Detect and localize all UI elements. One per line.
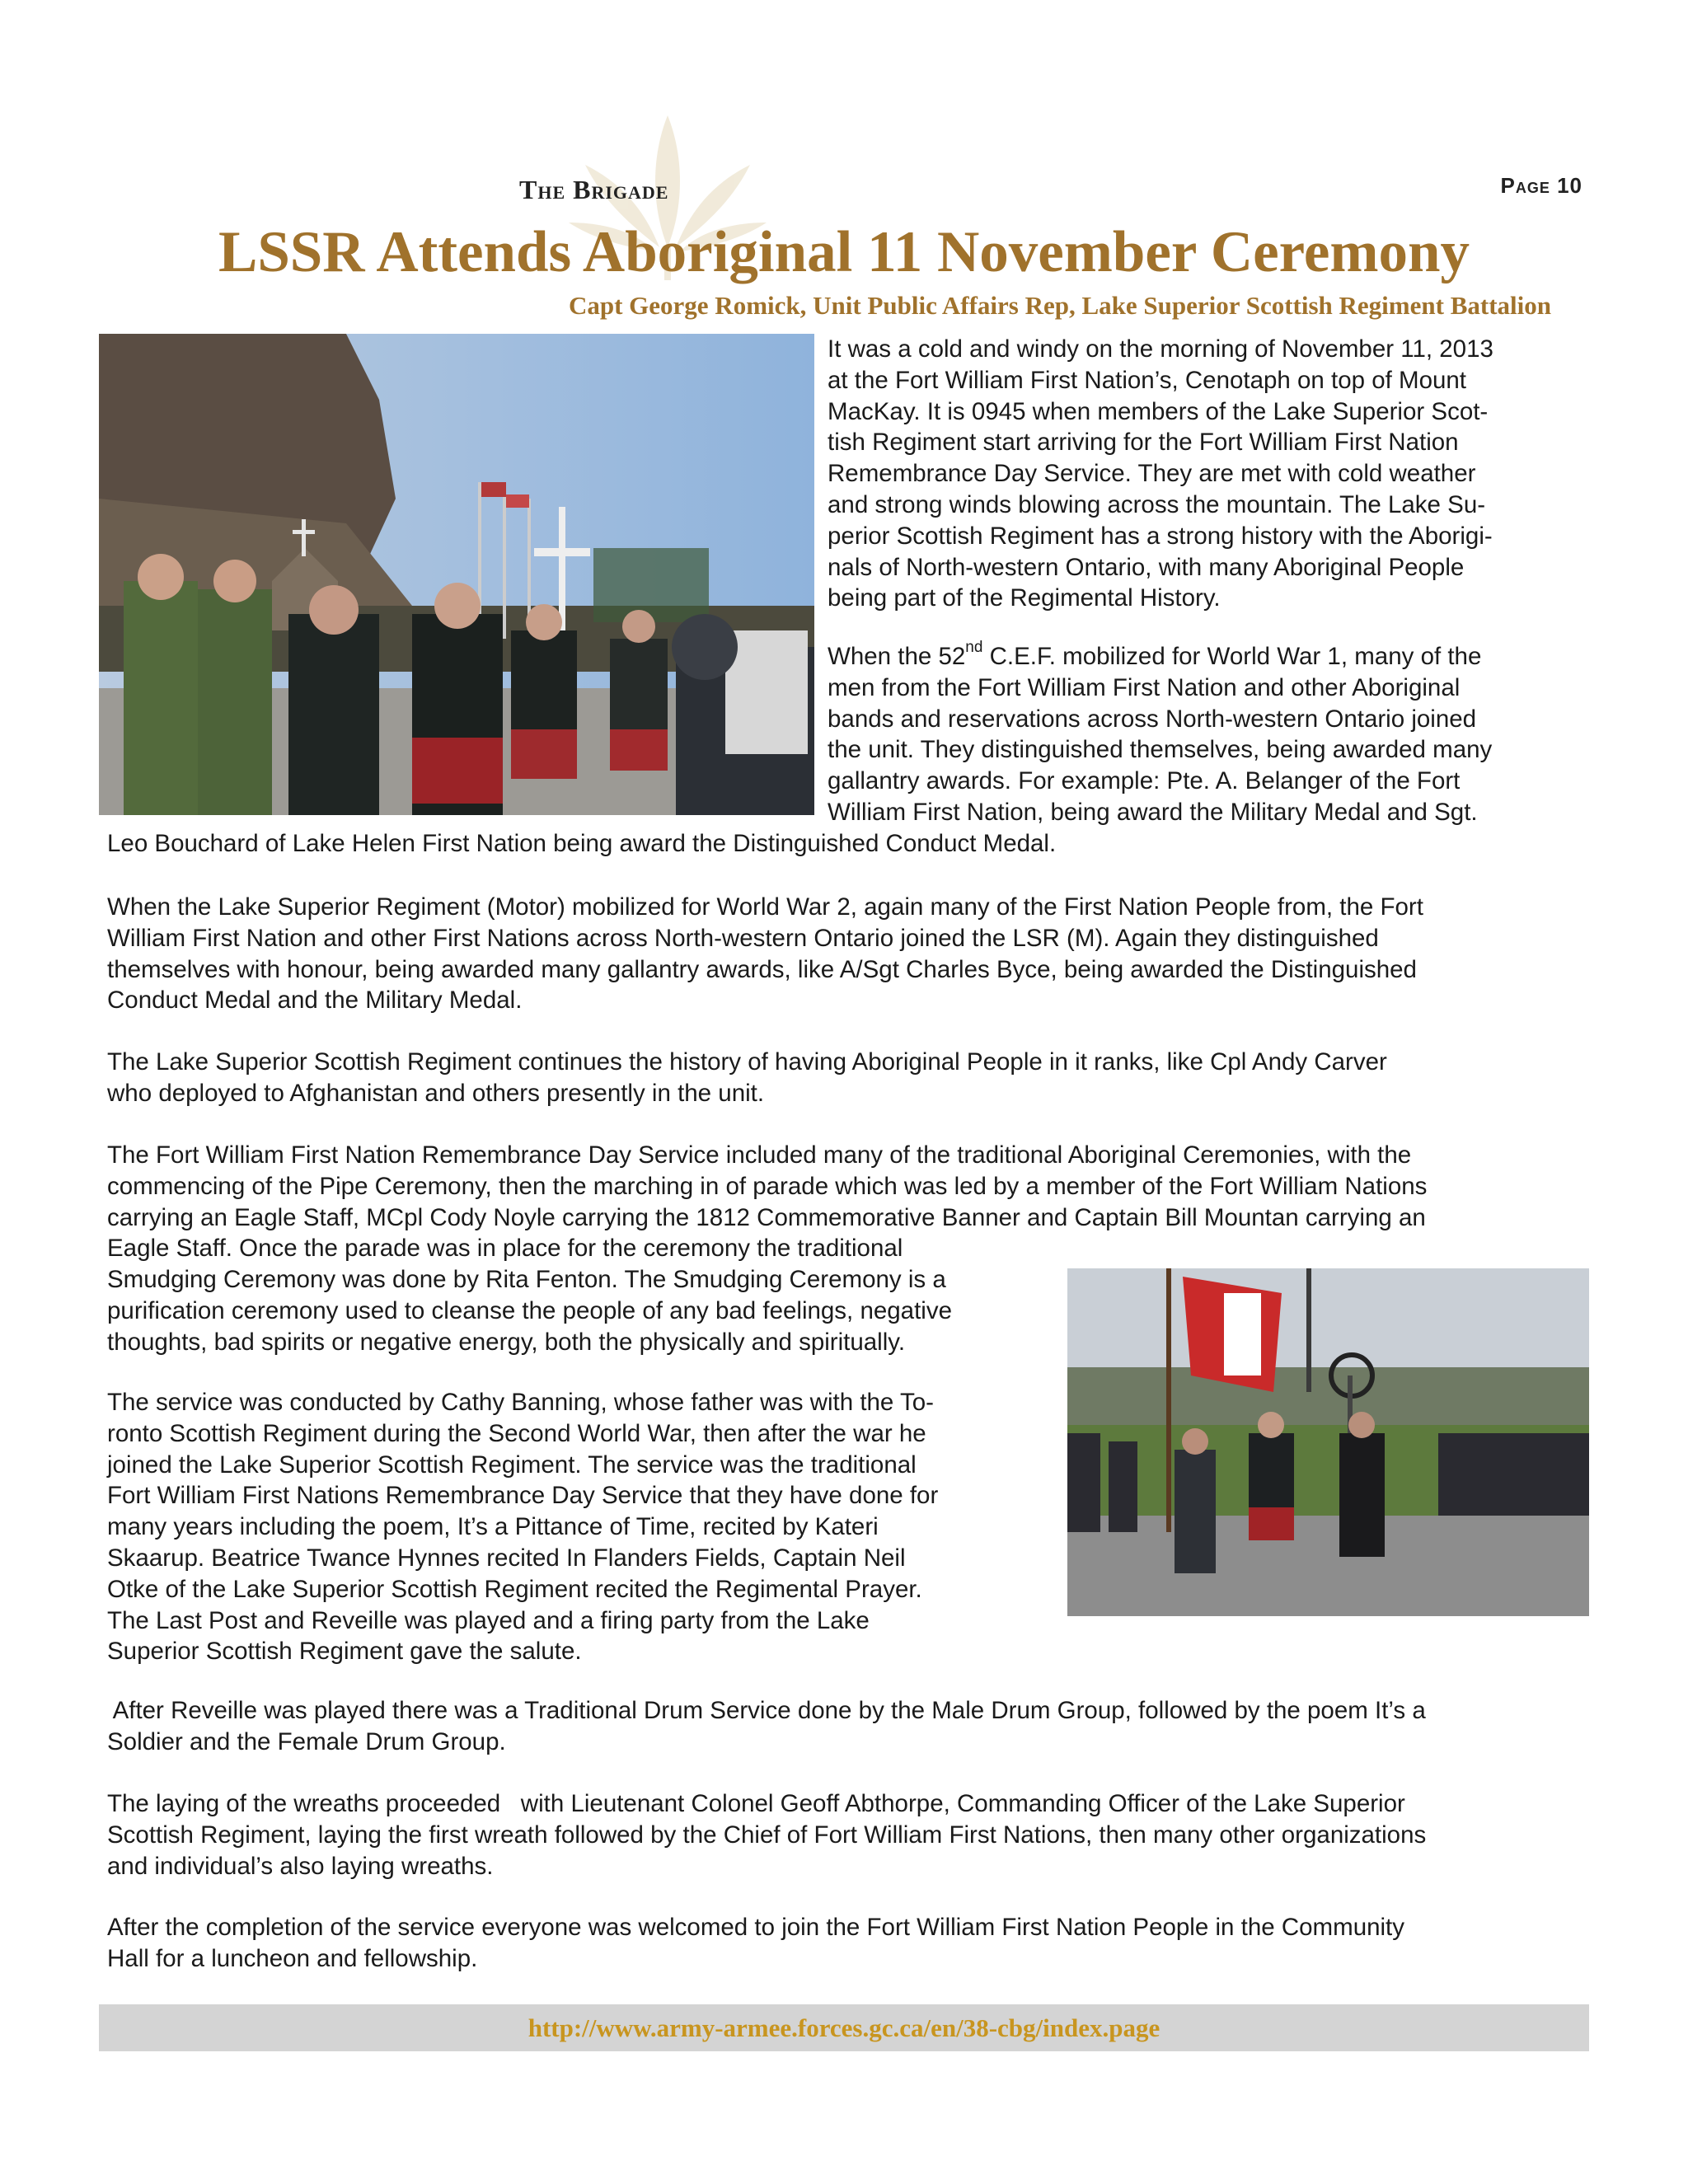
text-line: at the Fort William First Nation’s, Cenotaph on top of Mount	[828, 366, 1466, 394]
paragraph-2-end	[107, 828, 1056, 860]
text-line: thoughts, bad spirits or negative energy, both the physically and spiritually.	[107, 1328, 906, 1356]
paragraph-4	[107, 1047, 1387, 1109]
page-number: Page 10	[1500, 173, 1582, 198]
text-line: William First Nation and other First Nations across North-western Ontario joined the LSR (M). Again they distinguished	[107, 924, 1379, 952]
footer-url-link[interactable]: http://www.army-armee.forces.gc.ca/en/38-cbg/index.page	[528, 2013, 1160, 2042]
paragraph-3	[107, 892, 1423, 1016]
text-line: After Reveille was played there was a Traditional Drum Service done by the Male Drum Group, followed by the poem It’s a	[107, 1697, 1426, 1724]
paragraph-9	[107, 1912, 1404, 1975]
text-line: and individual’s also laying wreaths.	[107, 1852, 494, 1880]
paragraph-2	[828, 641, 1492, 828]
text-line: gallantry awards. For example: Pte. A. Belanger of the Fort	[828, 767, 1461, 795]
text-line: Hall for a luncheon and fellowship.	[107, 1944, 478, 1972]
text-fragment: When the 52	[828, 643, 966, 670]
text-line: The laying of the wreaths proceeded with Lieutenant Colonel Geoff Abthorpe, Commanding Officer of the Lake Superior	[107, 1790, 1405, 1817]
paragraph-6	[107, 1387, 938, 1667]
text-line: William First Nation, being award the Military Medal and Sgt.	[828, 798, 1478, 826]
text-line: joined the Lake Superior Scottish Regiment. The service was the traditional	[107, 1451, 917, 1479]
paragraph-1	[828, 334, 1493, 614]
text-line: Soldier and the Female Drum Group.	[107, 1727, 506, 1755]
paragraph-7	[107, 1695, 1426, 1758]
text-line: men from the Fort William First Nation and other Aboriginal	[828, 673, 1461, 701]
text-line: Skaarup. Beatrice Twance Hynnes recited In Flanders Fields, Captain Neil	[107, 1544, 906, 1572]
text-line: the unit. They distinguished themselves, being awarded many	[828, 736, 1493, 764]
paragraph-5	[107, 1140, 1427, 1358]
article-byline: Capt George Romick, Unit Public Affairs Rep, Lake Superior Scottish Regiment Battalion	[568, 291, 1551, 320]
text-line: Conduct Medal and the Military Medal.	[107, 987, 523, 1015]
text-line: many years including the poem, It’s a Pittance of Time, recited by Kateri	[107, 1513, 879, 1541]
text-line: The Fort William First Nation Remembrance Day Service included many of the traditional Aboriginal Ceremonies, with the	[107, 1141, 1412, 1169]
text-line: Remembrance Day Service. They are met with cold weather	[828, 460, 1476, 488]
text-line: nals of North-western Ontario, with many Aboriginal People	[828, 553, 1465, 581]
text-line: Leo Bouchard of Lake Helen First Nation being award the Distinguished Conduct Medal.	[107, 830, 1057, 857]
soldiers-marching-photo	[99, 334, 814, 815]
text-line: purification ceremony used to cleanse the people of any bad feelings, negative	[107, 1296, 952, 1324]
superscript: nd	[965, 639, 983, 657]
text-line: After the completion of the service everyone was welcomed to join the Fort William First Nation People in the Community	[107, 1914, 1405, 1941]
text-line: carrying an Eagle Staff, MCpl Cody Noyle carrying the 1812 Commemorative Banner and Captain Bill Mountan carrying an	[107, 1203, 1426, 1231]
text-line: and strong winds blowing across the mountain. The Lake Su-	[828, 490, 1486, 518]
text-line: ronto Scottish Regiment during the Second World War, then after the war he	[107, 1419, 926, 1447]
text-line: themselves with honour, being awarded many gallantry awards, like A/Sgt Charles Byce, being awarded the Distinguished	[107, 955, 1417, 983]
text-line: The service was conducted by Cathy Banning, whose father was with the To-	[107, 1389, 934, 1416]
footer-bar	[99, 2004, 1589, 2051]
text-line: being part of the Regimental History.	[828, 584, 1221, 612]
text-line: When the Lake Superior Regiment (Motor) mobilized for World War 2, again many of the First Nation People from, the Fort	[107, 893, 1423, 921]
text-line: Scottish Regiment, laying the first wreath followed by the Chief of Fort William First Nations, then many other organizations	[107, 1821, 1427, 1849]
text-line: perior Scottish Regiment has a strong history with the Aborigi-	[828, 522, 1493, 550]
text-line: Fort William First Nations Remembrance Day Service that they have done for	[107, 1482, 939, 1510]
text-line	[828, 641, 1492, 673]
text-fragment: C.E.F. mobilized for World War 1, many of the	[982, 643, 1482, 670]
article-title: LSSR Attends Aboriginal 11 November Ceremony	[218, 220, 1470, 284]
text-line: Eagle Staff. Once the parade was in place for the ceremony the traditional	[107, 1235, 903, 1263]
text-line: The Lake Superior Scottish Regiment continues the history of having Aboriginal People in it ranks, like Cpl Andy Carver	[107, 1048, 1387, 1076]
text-line: tish Regiment start arriving for the Fort William First Nation	[828, 429, 1459, 457]
text-line: MacKay. It is 0945 when members of the Lake Superior Scot-	[828, 397, 1489, 425]
paragraph-8	[107, 1788, 1426, 1882]
text-line: commencing of the Pipe Ceremony, then the marching in of parade which was led by a member of the Fort William Nations	[107, 1172, 1428, 1200]
publication-name: The Brigade	[519, 175, 669, 204]
text-line: Superior Scottish Regiment gave the salute.	[107, 1638, 582, 1666]
text-line: bands and reservations across North-western Ontario joined	[828, 705, 1477, 733]
text-line: Otke of the Lake Superior Scottish Regiment recited the Regimental Prayer.	[107, 1575, 922, 1603]
text-line: The Last Post and Reveille was played and a firing party from the Lake	[107, 1606, 870, 1634]
text-line: It was a cold and windy on the morning of November 11, 2013	[828, 335, 1493, 363]
text-line: Smudging Ceremony was done by Rita Fenton. The Smudging Ceremony is a	[107, 1266, 946, 1294]
text-line: who deployed to Afghanistan and others presently in the unit.	[107, 1079, 765, 1107]
